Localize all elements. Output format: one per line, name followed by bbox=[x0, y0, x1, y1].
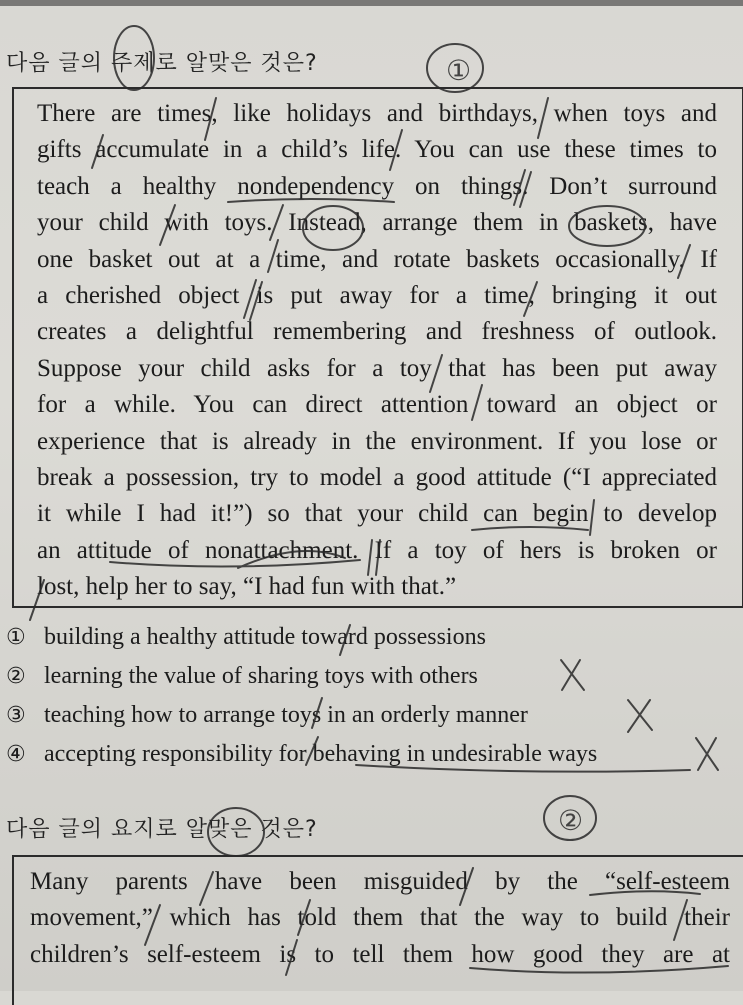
circle-mark bbox=[427, 44, 483, 92]
option-number: ② bbox=[6, 664, 26, 689]
passage-2-text bbox=[30, 864, 730, 973]
passage-line: break a possession, try to model a good attitude (“I appreciated bbox=[37, 464, 717, 492]
passage-line: teach a healthy nondependency on things. Don’t surround bbox=[37, 172, 717, 200]
passage-line: one basket out at a time, and rotate baskets occasionally. If bbox=[37, 245, 717, 273]
option-text: learning the value of sharing toys with others bbox=[44, 663, 478, 689]
passage-line: Suppose your child asks for a toy that has been put away bbox=[37, 354, 717, 382]
passage-line: a cherished object is put away for a time, bringing it out bbox=[37, 282, 717, 310]
circle-mark bbox=[544, 796, 596, 840]
passage-line: gifts accumulate in a child’s life. You can use these times to bbox=[37, 136, 717, 164]
cross-mark bbox=[628, 700, 652, 732]
handwritten-number: ① bbox=[446, 54, 472, 87]
option-1[interactable] bbox=[6, 618, 597, 657]
passage-line: your child with toys. Instead, arrange them in baskets, have bbox=[37, 209, 717, 237]
page-top-edge bbox=[0, 0, 743, 6]
option-text: building a healthy attitude toward possessions bbox=[44, 624, 486, 650]
passage-line: it while I had it!”) so that your child can begin to develop bbox=[37, 500, 717, 528]
option-4[interactable] bbox=[6, 735, 597, 774]
passage-line: creates a delightful remembering and freshness of outlook. bbox=[37, 318, 717, 346]
handwritten-number: ② bbox=[558, 804, 584, 837]
passage-1-text bbox=[37, 96, 717, 606]
option-2[interactable] bbox=[6, 657, 597, 696]
option-number: ④ bbox=[6, 742, 26, 767]
passage-line: There are times, like holidays and birthdays, when toys and bbox=[37, 100, 717, 127]
option-text: accepting responsibility for behaving in undesirable ways bbox=[44, 741, 598, 767]
question-2-title: 다음 글의 요지로 알맞은 것은? bbox=[6, 817, 318, 842]
cross-mark bbox=[696, 738, 718, 770]
option-number: ① bbox=[6, 625, 26, 650]
passage-line: children’s self-esteem is to tell them how good they are at bbox=[30, 940, 730, 968]
passage-line: movement,” which has told them that the way to build their bbox=[30, 904, 730, 932]
passage-line: experience that is already in the environment. If you lose or bbox=[37, 427, 717, 455]
option-number: ③ bbox=[6, 703, 26, 728]
answer-options bbox=[6, 618, 597, 774]
option-3[interactable] bbox=[6, 696, 597, 735]
question-1-title: 다음 글의 주제로 알맞은 것은? bbox=[6, 51, 318, 76]
option-text: teaching how to arrange toys in an orderly manner bbox=[44, 702, 528, 728]
passage-line: Many parents have been misguided by the “self-esteem bbox=[30, 868, 730, 895]
passage-line: an attitude of nonattachment. If a toy of hers is broken or bbox=[37, 536, 717, 564]
passage-line: lost, help her to say, “I had fun with that.” bbox=[37, 573, 457, 601]
passage-line: for a while. You can direct attention toward an object or bbox=[37, 391, 717, 419]
